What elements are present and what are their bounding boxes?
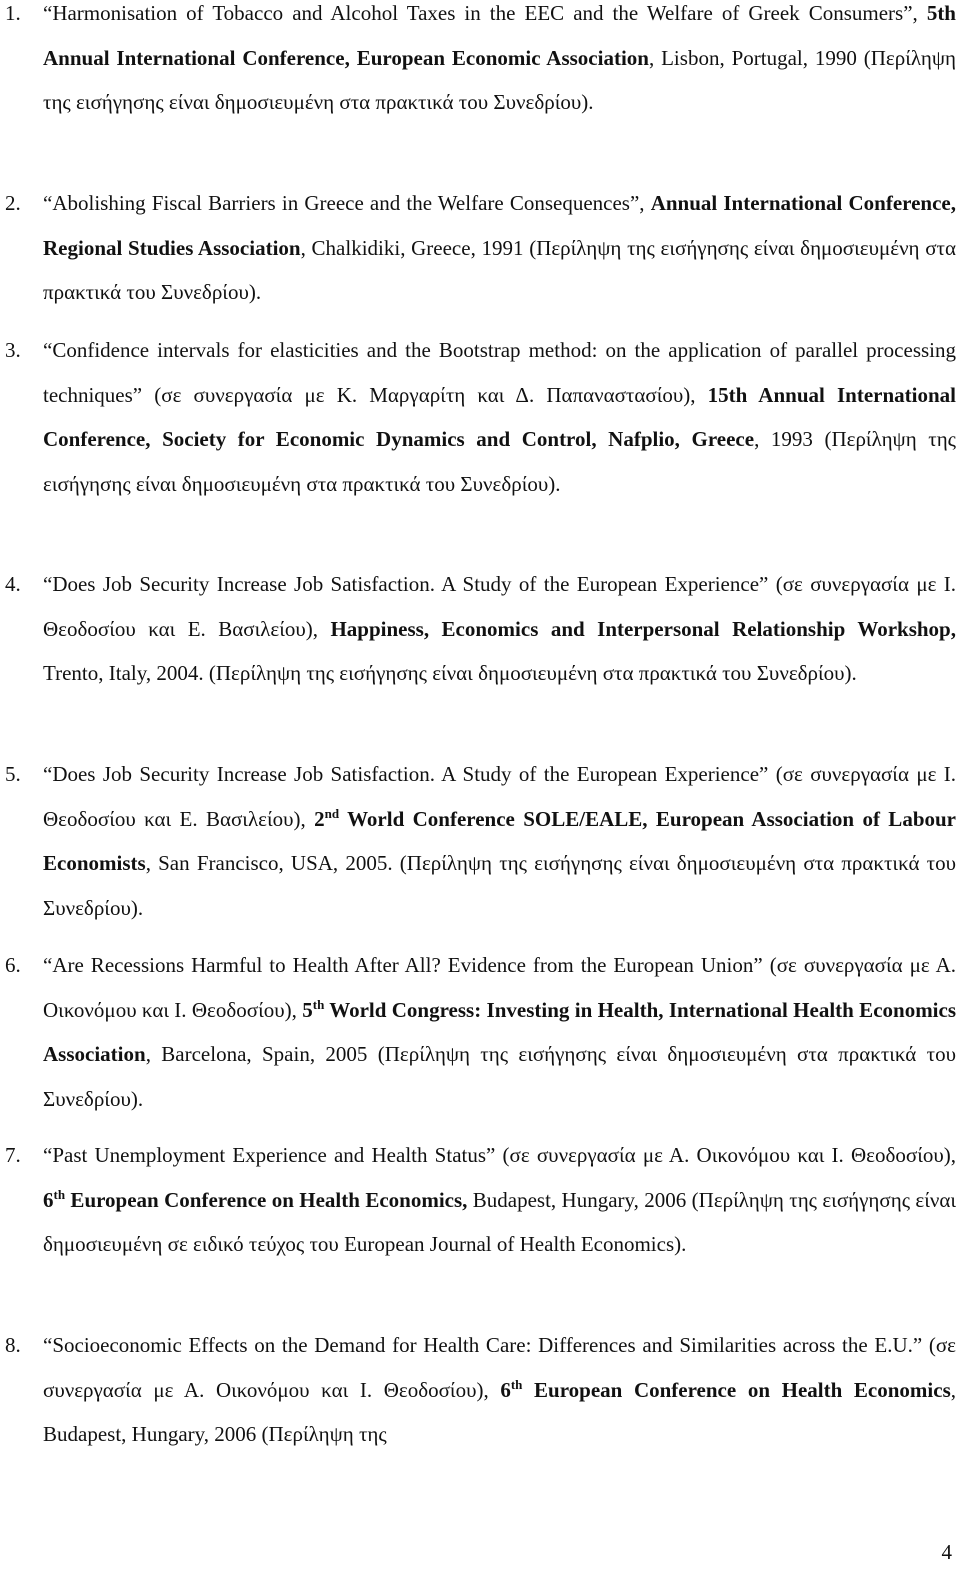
item-number: 2. (5, 191, 21, 215)
text-run: “Does Job Security Increase Job Satisfaction. A Study of the European Experience” (σε συνεργασία με Ι. Θεοδοσίου και Ε. Βασιλείου), (43, 572, 956, 641)
conference-name: 5 (302, 997, 313, 1022)
text-run: , Lisbon, Portugal, 1990 (Περίληψη της εισήγησης είναι δημοσιευμένη στα πρακτικά του Συνεδρίου). (43, 45, 956, 114)
text-run: “Past Unemployment Experience and Health Status” (σε συνεργασία με Α. Οικονόμου και Ι. Θεοδοσίου), (43, 1143, 956, 1167)
text-run: , Budapest, Hungary, 2006 (Περίληψη της (43, 1377, 956, 1446)
item-number: 7. (5, 1143, 21, 1167)
item-text (43, 1323, 956, 1457)
list-item (0, 943, 958, 1121)
text-run: , 1993 (Περίληψη της εισήγησης είναι δημοσιευμένη στα πρακτικά του Συνεδρίου). (43, 427, 956, 496)
text-run: Trento, Italy, 2004. (Περίληψη της εισήγησης είναι δημοσιευμένη στα πρακτικά του Συνεδρίου). (43, 661, 857, 685)
text-run: , Barcelona, Spain, 2005 (Περίληψη της εισήγησης είναι δημοσιευμένη στα πρακτικά του Συνεδρίου). (43, 1042, 956, 1111)
conference-name: Annual International Conference, Regional Studies Association (43, 191, 956, 260)
conference-name: 2 (314, 806, 325, 831)
item-text (43, 181, 956, 315)
ordinal-suffix: th (510, 1376, 523, 1392)
conference-name: 6 (43, 1187, 54, 1212)
conference-name: World Conference SOLE/EALE, European Association of Labour Economists (43, 806, 956, 875)
text-run: “Does Job Security Increase Job Satisfaction. A Study of the European Experience” (σε συνεργασία με Ι. Θεοδοσίου και Ε. Βασιλείου), (43, 762, 956, 831)
item-number: 1. (5, 1, 21, 25)
conference-name: World Congress: Investing in Health, International Health Economics Association (43, 997, 957, 1066)
item-number: 8. (5, 1333, 21, 1357)
list-item (0, 328, 958, 506)
text-run: , San Francisco, USA, 2005. (Περίληψη της εισήγησης είναι δημοσιευμένη στα πρακτικά του Συνεδρίου). (43, 851, 956, 920)
list-item (0, 562, 958, 696)
item-number: 4. (5, 572, 21, 596)
page-number: 4 (941, 1540, 952, 1564)
list-item (0, 1133, 958, 1267)
text-run: “Abolishing Fiscal Barriers in Greece and the Welfare Consequences”, (43, 191, 651, 215)
conference-name: 5th Annual International Conference, European Economic Association (43, 1, 956, 70)
item-number: 5. (5, 762, 21, 786)
item-text (43, 1133, 956, 1267)
conference-name: European Conference on Health Economics (522, 1377, 951, 1402)
list-item (0, 0, 958, 125)
ordinal-suffix: th (53, 1186, 66, 1202)
conference-name: 15th Annual International Conference, Society for Economic Dynamics and Control, Nafplio, Greece (43, 382, 956, 451)
item-number: 3. (5, 338, 21, 362)
text-run: “Confidence intervals for elasticities and the Bootstrap method: on the application of parallel processing techniques” (σε συνεργασία με Κ. Μαργαρίτη και Δ. Παπαναστασίου), (43, 338, 956, 407)
text-run: “Are Recessions Harmful to Health After All? Evidence from the European Union” (σε συνεργασία με Α. Οικονόμου και Ι. Θεοδοσίου), (43, 953, 956, 1022)
list-item (0, 752, 958, 930)
list-item (0, 1323, 958, 1457)
item-text (43, 0, 956, 125)
conference-name: Happiness, Economics and Interpersonal Relationship Workshop, (330, 616, 956, 641)
item-number: 6. (5, 953, 21, 977)
item-text (43, 752, 956, 930)
item-text (43, 943, 956, 1121)
text-run: Budapest, Hungary, 2006 (Περίληψη της εισήγησης είναι δημοσιευμένη σε ειδικό τεύχος του European Journal of Health Economics). (43, 1187, 957, 1256)
list-item (0, 181, 958, 315)
conference-name: European Conference on Health Economics, (65, 1187, 468, 1212)
item-text (43, 328, 956, 506)
item-text (43, 562, 956, 696)
ordinal-suffix: th (312, 996, 325, 1012)
conference-name: 6 (500, 1377, 511, 1402)
text-run: , Chalkidiki, Greece, 1991 (Περίληψη της εισήγησης είναι δημοσιευμένη στα πρακτικά του Συνεδρίου). (43, 235, 956, 304)
text-run: “Socioeconomic Effects on the Demand for Health Care: Differences and Similarities across the E.U.” (σε συνεργασία με Α. Οικονόμου και Ι. Θεοδοσίου), (43, 1333, 956, 1402)
ordinal-suffix: nd (324, 805, 340, 821)
text-run: “Harmonisation of Tobacco and Alcohol Taxes in the EEC and the Welfare of Greek Consumers”, (43, 1, 927, 25)
